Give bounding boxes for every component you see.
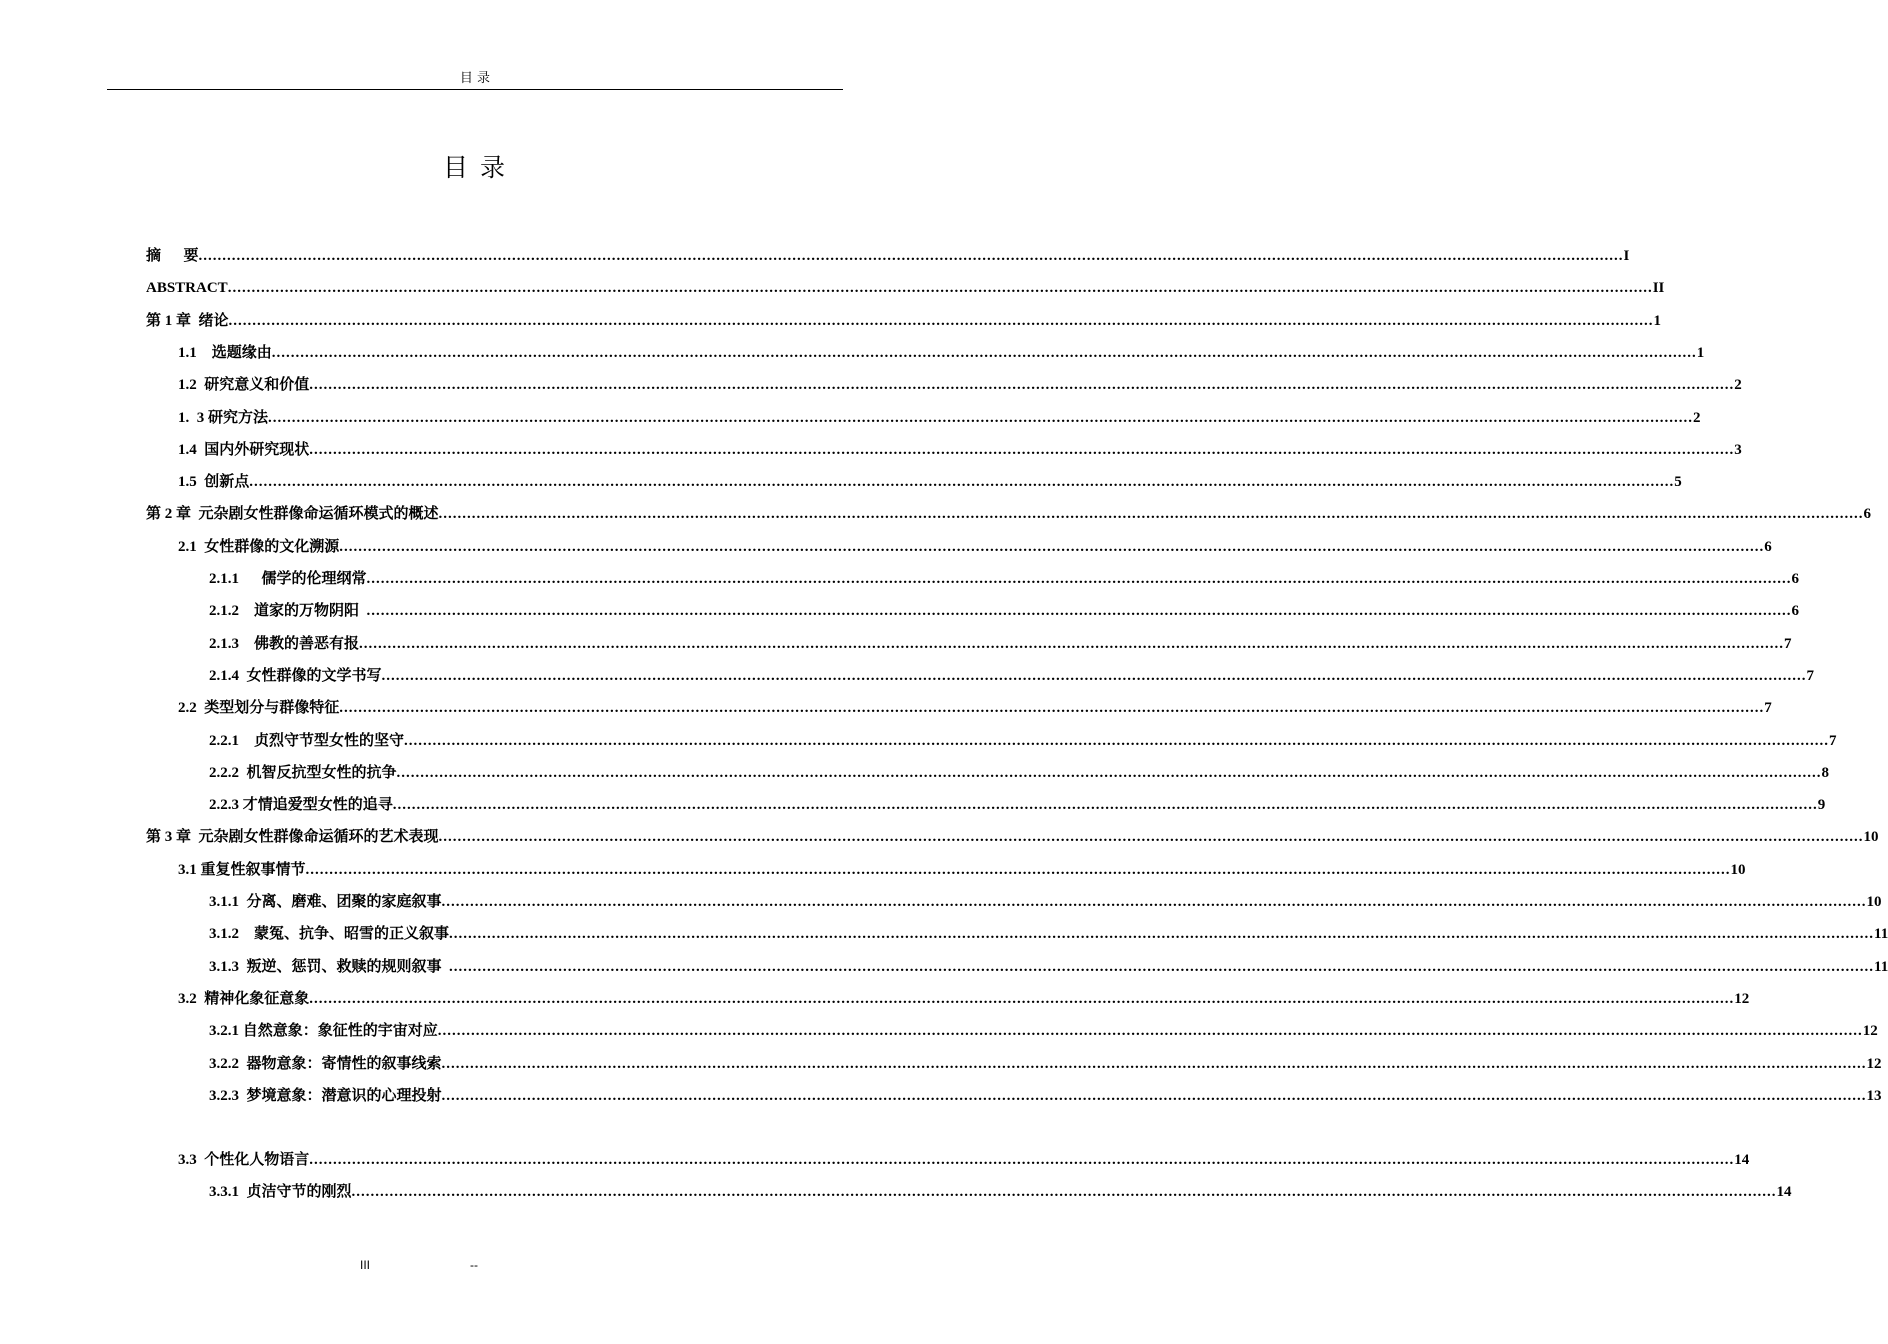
toc-leader-dots: ............................................................................................................................................................................................................................................................................................................ [351, 1184, 1777, 1201]
toc-leader-dots: ............................................................................................................................................................................................................................................................................................................ [359, 635, 1785, 652]
toc-leader-dots: ............................................................................................................................................................................................................................................................................................................ [396, 764, 1822, 781]
toc-entry-title: 1.1 选题缘由 [178, 344, 272, 361]
toc-entry[interactable] [209, 600, 1800, 622]
toc-entry-page: 14 [1734, 1152, 1750, 1169]
page-title: 目 录 [443, 153, 507, 182]
toc-leader-dots: ............................................................................................................................................................................................................................................................................................................ [268, 409, 1694, 426]
toc-entry-page: 8 [1821, 764, 1830, 781]
toc-entry[interactable] [209, 956, 1888, 978]
toc-leader-dots: ............................................................................................................................................................................................................................................................................................................ [392, 797, 1818, 814]
toc-entry-title: 2.1.2 道家的万物阴阳 [209, 603, 367, 620]
toc-entry[interactable] [178, 859, 1746, 881]
toc-entry-title: 3.3.1 贞洁守节的刚烈 [209, 1184, 352, 1201]
toc-entry[interactable] [209, 1181, 1792, 1203]
toc-entry-page: 12 [1862, 1023, 1878, 1040]
toc-leader-dots: ............................................................................................................................................................................................................................................................................................................ [441, 1055, 1867, 1072]
toc-entry-page: 1 [1696, 344, 1705, 361]
toc-leader-dots: ............................................................................................................................................................................................................................................................................................................ [441, 1087, 1867, 1104]
toc-entry[interactable] [146, 277, 1665, 299]
toc-entry-title: 2.2.2 机智反抗型女性的抗争 [209, 764, 397, 781]
toc-leader-dots: ............................................................................................................................................................................................................................................................................................................ [339, 700, 1765, 717]
toc-leader-dots: ............................................................................................................................................................................................................................................................................................................ [227, 280, 1653, 297]
toc-entry-page: 3 [1734, 441, 1742, 458]
toc-entry-title: ABSTRACT [146, 280, 228, 297]
toc-leader-dots: ............................................................................................................................................................................................................................................................................................................ [366, 603, 1792, 620]
toc-entry[interactable] [209, 568, 1800, 590]
toc-entry-title: 2.2.3 才情追爱型女性的追寻 [209, 797, 393, 814]
toc-leader-dots: ............................................................................................................................................................................................................................................................................................................ [309, 441, 1735, 458]
toc-entry-title: 3.1.2 蒙冤、抗争、昭雪的正义叙事 [209, 926, 450, 943]
toc-entry-title: 2.1 女性群像的文化溯源 [178, 538, 340, 555]
toc-entry[interactable] [209, 730, 1837, 752]
toc-entry-title: 1.5 创新点 [178, 474, 250, 491]
toc-entry-page: 11 [1874, 926, 1888, 943]
toc-entry[interactable] [209, 923, 1888, 945]
toc-leader-dots: ............................................................................................................................................................................................................................................................................................................ [305, 861, 1731, 878]
toc-entry-title: 2.1.1 儒学的伦理纲常 [209, 571, 367, 587]
toc-entry[interactable] [209, 891, 1882, 913]
toc-entry[interactable] [209, 633, 1792, 655]
toc-entry-title: 3.2.3 梦境意象：潜意识的心理投射 [209, 1087, 442, 1104]
toc-entry[interactable] [178, 471, 1682, 493]
toc-entry-title: 1.2 研究意义和价值 [178, 377, 310, 394]
toc-entry-page: 2 [1693, 409, 1701, 426]
toc-entry[interactable] [209, 1085, 1882, 1107]
toc-entry-page: 6 [1791, 571, 1800, 587]
toc-entry[interactable] [178, 1149, 1750, 1171]
toc-entry-page: 5 [1674, 474, 1682, 491]
toc-entry-page: 7 [1806, 667, 1815, 684]
toc-entry-title: 2.1.4 女性群像的文学书写 [209, 667, 382, 684]
toc-entry-page: 7 [1784, 635, 1792, 652]
toc-entry-page: 7 [1829, 732, 1837, 749]
toc-entry[interactable] [209, 762, 1830, 784]
toc-entry-title: 3.3 个性化人物语言 [178, 1152, 310, 1169]
toc-entry[interactable] [178, 439, 1742, 461]
toc-entry[interactable] [178, 407, 1701, 429]
toc-entry-title: 2.2.1 贞烈守节型女性的坚守 [209, 732, 405, 749]
toc-entry-title: 第 2 章 元杂剧女性群像命运循环模式的概述 [146, 506, 439, 523]
toc-entry[interactable] [146, 245, 1630, 267]
toc-entry-title: 3.2.2 器物意象：寄情性的叙事线索 [209, 1055, 442, 1072]
toc-entry-page: II [1652, 280, 1665, 297]
toc-leader-dots: ............................................................................................................................................................................................................................................................................................................ [309, 1152, 1735, 1169]
toc-entry-page: 2 [1734, 377, 1742, 394]
toc-leader-dots: ............................................................................................................................................................................................................................................................................................................ [438, 506, 1864, 523]
toc-entry-title: 3.1.1 分离、磨难、团聚的家庭叙事 [209, 894, 442, 910]
toc-entry-title: 3.2.1 自然意象：象征性的宇宙对应 [209, 1023, 438, 1040]
toc-entry[interactable] [146, 310, 1662, 332]
toc-entry-page: 6 [1764, 538, 1772, 555]
toc-entry-page: 12 [1866, 1055, 1882, 1072]
toc-leader-dots: ............................................................................................................................................................................................................................................................................................................ [437, 1023, 1863, 1040]
toc-entry-page: 11 [1874, 958, 1888, 975]
toc-entry-page: 6 [1791, 603, 1800, 620]
toc-entry-page: 1 [1653, 312, 1662, 329]
toc-leader-dots: ............................................................................................................................................................................................................................................................................................................ [271, 344, 1697, 361]
toc-leader-dots: ............................................................................................................................................................................................................................................................................................................ [339, 538, 1765, 555]
toc-leader-dots: ............................................................................................................................................................................................................................................................................................................ [441, 894, 1867, 910]
toc-entry-page: 7 [1764, 700, 1772, 717]
toc-entry-title: 第 3 章 元杂剧女性群像命运循环的艺术表现 [146, 829, 439, 846]
toc-leader-dots: ............................................................................................................................................................................................................................................................................................................ [438, 829, 1864, 846]
toc-entry-page: 10 [1866, 894, 1882, 910]
page-header: 目 录 [107, 70, 843, 90]
toc-entry[interactable] [178, 374, 1742, 396]
toc-entry-page: 10 [1863, 829, 1879, 846]
toc-entry-title: 2.2 类型划分与群像特征 [178, 700, 340, 717]
toc-entry-title: 第 1 章 绪论 [146, 312, 229, 329]
toc-entry-title: 3.1.3 叛逆、惩罚、救赎的规则叙事 [209, 958, 450, 975]
toc-entry-title: 3.2 精神化象征意象 [178, 990, 310, 1007]
toc-entry[interactable] [178, 342, 1705, 364]
toc-leader-dots: ............................................................................................................................................................................................................................................................................................................ [404, 732, 1830, 749]
footer-page-number: III [360, 1258, 371, 1272]
toc-entry[interactable] [178, 536, 1772, 558]
toc-entry-page: 12 [1734, 990, 1750, 1007]
toc-leader-dots: ............................................................................................................................................................................................................................................................................................................ [449, 958, 1875, 975]
toc-entry-page: 14 [1776, 1184, 1792, 1201]
toc-entry-title: 2.1.3 佛教的善恶有报 [209, 635, 360, 652]
toc-entry-page: I [1623, 248, 1630, 264]
footer-dashes: -- [470, 1258, 478, 1272]
toc-leader-dots: ............................................................................................................................................................................................................................................................................................................ [366, 571, 1792, 587]
toc-leader-dots: ............................................................................................................................................................................................................................................................................................................ [198, 248, 1624, 264]
toc-entry[interactable] [209, 1020, 1878, 1042]
toc-entry[interactable] [178, 988, 1750, 1010]
toc-entry-page: 10 [1730, 861, 1746, 878]
toc-entry[interactable] [209, 794, 1826, 816]
toc-leader-dots: ............................................................................................................................................................................................................................................................................................................ [309, 990, 1735, 1007]
toc-entry[interactable] [209, 1053, 1882, 1075]
toc-leader-dots: ............................................................................................................................................................................................................................................................................................................ [449, 926, 1875, 943]
toc-entry[interactable] [209, 665, 1815, 687]
toc-entry[interactable] [146, 503, 1872, 525]
toc-entry-page: 9 [1817, 797, 1826, 814]
toc-entry[interactable] [146, 826, 1879, 848]
toc-leader-dots: ............................................................................................................................................................................................................................................................................................................ [381, 667, 1807, 684]
toc-entry-page: 13 [1866, 1087, 1882, 1104]
toc-entry-title: 1.4 国内外研究现状 [178, 441, 310, 458]
toc-leader-dots: ............................................................................................................................................................................................................................................................................................................ [309, 377, 1735, 394]
toc-leader-dots: ............................................................................................................................................................................................................................................................................................................ [228, 312, 1654, 329]
toc-entry-title: 3.1 重复性叙事情节 [178, 861, 306, 878]
toc-entry-title: 1. 3 研究方法 [178, 409, 269, 426]
toc-entry-page: 6 [1863, 506, 1872, 523]
toc-entry[interactable] [178, 697, 1772, 719]
toc-entry-title: 摘 要 [146, 248, 199, 264]
toc-leader-dots: ............................................................................................................................................................................................................................................................................................................ [249, 474, 1675, 491]
